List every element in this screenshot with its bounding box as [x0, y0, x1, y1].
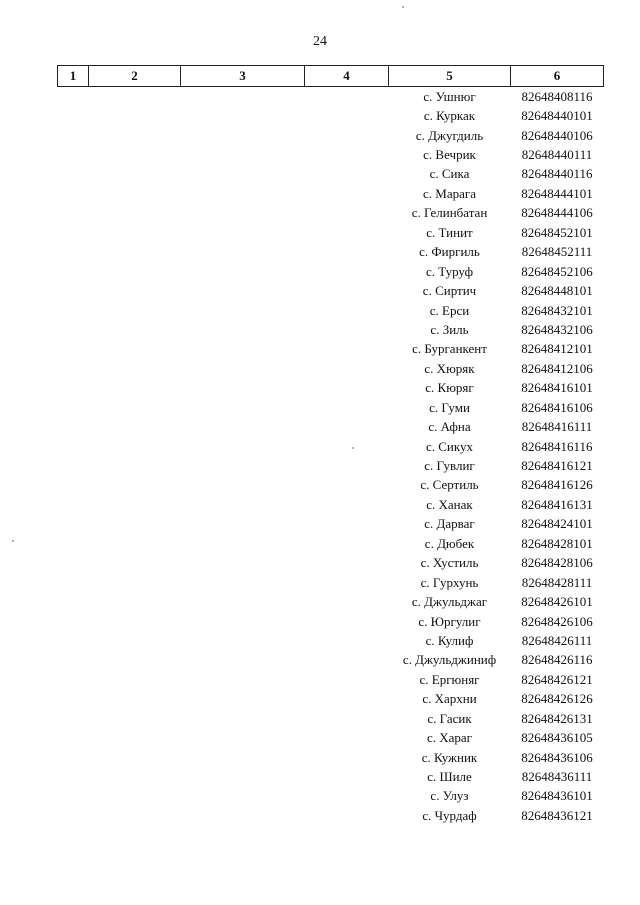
empty-cell	[58, 204, 89, 223]
settlement-name: с. Сиртич	[422, 283, 477, 299]
empty-cell	[305, 670, 389, 689]
empty-cell	[89, 728, 181, 747]
empty-cell	[181, 165, 305, 184]
oktmo-code: 82648444101	[521, 185, 593, 201]
empty-cell	[181, 204, 305, 223]
empty-cell	[181, 106, 305, 125]
settlement-name: с. Дюбек	[424, 535, 475, 551]
empty-cell	[89, 126, 181, 145]
empty-cell	[58, 340, 89, 359]
empty-cell	[58, 87, 89, 107]
empty-cell	[305, 281, 389, 300]
empty-cell	[305, 204, 389, 223]
empty-cell	[58, 106, 89, 125]
settlement-name: с. Джульджаг	[411, 594, 488, 610]
table-row	[58, 573, 604, 592]
empty-cell	[181, 534, 305, 553]
settlement-name: с. Хараг	[426, 730, 473, 746]
oktmo-code: 82648436121	[521, 807, 593, 823]
settlement-name: с. Зиль	[430, 321, 469, 337]
empty-cell	[305, 554, 389, 573]
empty-cell	[58, 612, 89, 631]
empty-cell	[305, 184, 389, 203]
oktmo-code: 82648416116	[521, 438, 593, 454]
empty-cell	[89, 340, 181, 359]
empty-cell	[58, 262, 89, 281]
empty-cell	[305, 806, 389, 825]
oktmo-code: 82648432106	[521, 321, 593, 337]
empty-cell	[181, 281, 305, 300]
empty-cell	[89, 631, 181, 650]
table-row	[58, 515, 604, 534]
empty-cell	[58, 495, 89, 514]
scan-mark	[352, 447, 354, 449]
table-row	[58, 709, 604, 728]
settlement-name: с. Марага	[423, 185, 476, 201]
settlement-name: с. Гувлиг	[424, 458, 475, 474]
empty-cell	[181, 243, 305, 262]
empty-cell	[181, 709, 305, 728]
empty-cell	[58, 437, 89, 456]
settlement-name: с. Афна	[428, 419, 471, 435]
empty-cell	[181, 806, 305, 825]
empty-cell	[305, 651, 389, 670]
settlement-name: с. Вечрик	[423, 147, 476, 163]
empty-cell	[181, 398, 305, 417]
table-row	[58, 728, 604, 747]
empty-cell	[89, 651, 181, 670]
settlement-name: с. Сика	[429, 166, 470, 182]
oktmo-code: 82648444106	[521, 205, 593, 221]
empty-cell	[58, 709, 89, 728]
table-row	[58, 243, 604, 262]
empty-cell	[181, 320, 305, 339]
settlement-name: с. Куркак	[423, 108, 476, 124]
settlement-name: с. Ушнюг	[423, 88, 476, 104]
oktmo-code: 82648424101	[521, 516, 593, 532]
oktmo-code: 82648416111	[521, 419, 593, 435]
oktmo-code: 82648426126	[521, 691, 593, 707]
oktmo-code: 82648416121	[521, 458, 593, 474]
oktmo-code: 82648426111	[521, 632, 593, 648]
oktmo-code: 82648448101	[521, 283, 593, 299]
empty-cell	[305, 787, 389, 806]
empty-cell	[181, 495, 305, 514]
oktmo-code: 82648426116	[521, 652, 593, 668]
empty-cell	[305, 262, 389, 281]
empty-cell	[89, 476, 181, 495]
settlement-name: с. Хустиль	[420, 555, 479, 571]
empty-cell	[58, 301, 89, 320]
table-row	[58, 631, 604, 650]
settlement-name: с. Чурдаф	[422, 807, 477, 823]
column-header-3: 3	[181, 66, 305, 87]
empty-cell	[58, 670, 89, 689]
table-row	[58, 184, 604, 203]
empty-cell	[305, 165, 389, 184]
empty-cell	[181, 767, 305, 786]
empty-cell	[58, 223, 89, 242]
empty-cell	[58, 728, 89, 747]
empty-cell	[181, 787, 305, 806]
empty-cell	[305, 243, 389, 262]
empty-cell	[305, 476, 389, 495]
table-row	[58, 145, 604, 164]
table-row	[58, 495, 604, 514]
empty-cell	[305, 359, 389, 378]
empty-cell	[89, 592, 181, 611]
table-row	[58, 417, 604, 436]
empty-cell	[305, 126, 389, 145]
settlement-name: с. Хюряк	[424, 360, 475, 376]
empty-cell	[181, 437, 305, 456]
empty-cell	[305, 398, 389, 417]
empty-cell	[58, 398, 89, 417]
oktmo-code: 82648436105	[521, 730, 593, 746]
empty-cell	[58, 379, 89, 398]
oktmo-code: 82648452101	[521, 224, 593, 240]
empty-cell	[89, 417, 181, 436]
empty-cell	[58, 767, 89, 786]
scan-mark	[402, 6, 404, 8]
table-row	[58, 592, 604, 611]
table-row	[58, 223, 604, 242]
column-header-1: 1	[58, 66, 89, 87]
settlement-name: с. Сертиль	[420, 477, 479, 493]
empty-cell	[181, 631, 305, 650]
oktmo-code: 82648426101	[521, 594, 593, 610]
empty-cell	[181, 379, 305, 398]
empty-cell	[58, 359, 89, 378]
empty-cell	[89, 379, 181, 398]
table-row	[58, 554, 604, 573]
oktmo-code: 82648436106	[521, 749, 593, 765]
empty-cell	[305, 573, 389, 592]
oktmo-code: 82648412101	[521, 341, 593, 357]
table-header-row	[58, 66, 604, 87]
table-row	[58, 787, 604, 806]
empty-cell	[58, 417, 89, 436]
table-row	[58, 398, 604, 417]
empty-cell	[181, 651, 305, 670]
empty-cell	[305, 223, 389, 242]
empty-cell	[305, 417, 389, 436]
empty-cell	[89, 165, 181, 184]
empty-cell	[305, 456, 389, 475]
page-number: 24	[313, 34, 327, 49]
table-row	[58, 204, 604, 223]
empty-cell	[58, 651, 89, 670]
oktmo-code: 82648440111	[521, 147, 593, 163]
settlement-name: с. Юргулиг	[418, 613, 481, 629]
settlement-name: с. Дарваг	[424, 516, 475, 532]
settlement-name: с. Хархни	[422, 691, 477, 707]
empty-cell	[305, 495, 389, 514]
empty-cell	[305, 379, 389, 398]
empty-cell	[89, 767, 181, 786]
empty-cell	[89, 398, 181, 417]
settlement-name: с. Туруф	[426, 263, 473, 279]
empty-cell	[89, 690, 181, 709]
table-row	[58, 126, 604, 145]
settlement-name: с. Сикух	[425, 438, 474, 454]
empty-cell	[58, 806, 89, 825]
empty-cell	[58, 281, 89, 300]
settlement-name: с. Кужник	[421, 749, 478, 765]
empty-cell	[89, 243, 181, 262]
empty-cell	[58, 554, 89, 573]
settlement-name: с. Ерси	[429, 302, 470, 318]
empty-cell	[58, 320, 89, 339]
empty-cell	[305, 709, 389, 728]
empty-cell	[58, 184, 89, 203]
table-row	[58, 340, 604, 359]
empty-cell	[89, 515, 181, 534]
empty-cell	[181, 592, 305, 611]
empty-cell	[89, 184, 181, 203]
settlement-name: с. Бурганкент	[412, 341, 487, 357]
column-header-4: 4	[305, 66, 389, 87]
empty-cell	[305, 592, 389, 611]
table-row	[58, 767, 604, 786]
settlement-name: с. Тинит	[426, 224, 473, 240]
table-row	[58, 748, 604, 767]
empty-cell	[89, 437, 181, 456]
empty-cell	[181, 223, 305, 242]
column-header-6: 6	[511, 66, 604, 87]
empty-cell	[181, 262, 305, 281]
empty-cell	[58, 515, 89, 534]
table-row	[58, 106, 604, 125]
oktmo-code: 82648426131	[521, 710, 593, 726]
table-row	[58, 262, 604, 281]
oktmo-code: 82648416126	[521, 477, 593, 493]
empty-cell	[89, 709, 181, 728]
empty-cell	[305, 631, 389, 650]
empty-cell	[89, 495, 181, 514]
empty-cell	[305, 690, 389, 709]
table-row	[58, 281, 604, 300]
table-row	[58, 670, 604, 689]
empty-cell	[58, 592, 89, 611]
empty-cell	[181, 573, 305, 592]
empty-cell	[89, 806, 181, 825]
empty-cell	[58, 631, 89, 650]
empty-cell	[89, 456, 181, 475]
table-row	[58, 301, 604, 320]
oktmo-code: 82648412106	[521, 360, 593, 376]
empty-cell	[181, 126, 305, 145]
empty-cell	[58, 145, 89, 164]
empty-cell	[89, 281, 181, 300]
empty-cell	[89, 573, 181, 592]
settlements-table	[57, 65, 604, 826]
empty-cell	[305, 767, 389, 786]
empty-cell	[58, 126, 89, 145]
empty-cell	[305, 320, 389, 339]
settlement-name: с. Кюряг	[425, 380, 474, 396]
table-row	[58, 437, 604, 456]
settlement-name: с. Гелинбатан	[411, 205, 488, 221]
oktmo-code: 82648428106	[521, 555, 593, 571]
table-row	[58, 806, 604, 825]
settlement-name: с. Ханак	[426, 496, 473, 512]
settlement-name: с. Улуз	[430, 788, 469, 804]
empty-cell	[305, 534, 389, 553]
empty-cell	[181, 515, 305, 534]
empty-cell	[305, 612, 389, 631]
oktmo-code: 82648428101	[521, 535, 593, 551]
oktmo-code: 82648408116	[521, 88, 593, 104]
oktmo-code: 82648440101	[521, 108, 593, 124]
empty-cell	[181, 145, 305, 164]
empty-cell	[181, 359, 305, 378]
empty-cell	[89, 670, 181, 689]
empty-cell	[89, 787, 181, 806]
settlement-name: с. Фиргиль	[419, 244, 480, 260]
empty-cell	[305, 515, 389, 534]
table-row	[58, 612, 604, 631]
empty-cell	[181, 417, 305, 436]
empty-cell	[181, 301, 305, 320]
empty-cell	[89, 320, 181, 339]
empty-cell	[181, 554, 305, 573]
empty-cell	[305, 437, 389, 456]
column-header-5: 5	[389, 66, 511, 87]
empty-cell	[181, 612, 305, 631]
empty-cell	[181, 476, 305, 495]
empty-cell	[89, 223, 181, 242]
empty-cell	[181, 728, 305, 747]
oktmo-code: 82648416101	[521, 380, 593, 396]
empty-cell	[89, 554, 181, 573]
empty-cell	[89, 612, 181, 631]
table-row	[58, 359, 604, 378]
oktmo-code: 82648436101	[521, 788, 593, 804]
table-body	[58, 87, 604, 826]
empty-cell	[305, 748, 389, 767]
empty-cell	[305, 301, 389, 320]
empty-cell	[181, 748, 305, 767]
empty-cell	[58, 534, 89, 553]
empty-cell	[89, 106, 181, 125]
empty-cell	[58, 748, 89, 767]
empty-cell	[89, 748, 181, 767]
table-row	[58, 534, 604, 553]
empty-cell	[181, 184, 305, 203]
empty-cell	[305, 106, 389, 125]
empty-cell	[89, 87, 181, 107]
oktmo-code: 82648426121	[521, 671, 593, 687]
table-row	[58, 651, 604, 670]
empty-cell	[58, 165, 89, 184]
settlement-name: с. Кулиф	[425, 632, 474, 648]
scan-mark	[12, 540, 14, 542]
empty-cell	[305, 87, 389, 107]
settlement-name: с. Гуми	[429, 399, 470, 415]
empty-cell	[89, 262, 181, 281]
oktmo-code: 82648432101	[521, 302, 593, 318]
oktmo-code: 82648440116	[521, 166, 593, 182]
empty-cell	[305, 340, 389, 359]
oktmo-code: 82648452106	[521, 263, 593, 279]
table-row	[58, 379, 604, 398]
empty-cell	[89, 534, 181, 553]
empty-cell	[58, 690, 89, 709]
empty-cell	[89, 359, 181, 378]
empty-cell	[58, 573, 89, 592]
table-row	[58, 690, 604, 709]
column-header-2: 2	[89, 66, 181, 87]
empty-cell	[58, 476, 89, 495]
oktmo-code: 82648440106	[521, 127, 593, 143]
empty-cell	[181, 690, 305, 709]
empty-cell	[89, 301, 181, 320]
empty-cell	[181, 670, 305, 689]
empty-cell	[181, 456, 305, 475]
empty-cell	[89, 145, 181, 164]
empty-cell	[58, 243, 89, 262]
settlement-name: с. Ергюняг	[419, 671, 480, 687]
oktmo-code: 82648416131	[521, 496, 593, 512]
oktmo-code: 82648426106	[521, 613, 593, 629]
settlement-name: с. Гасик	[427, 710, 472, 726]
settlement-name: с. Гурхунь	[420, 574, 479, 590]
settlement-name: с. Шиле	[427, 769, 472, 785]
empty-cell	[305, 145, 389, 164]
empty-cell	[58, 787, 89, 806]
table-row	[58, 320, 604, 339]
oktmo-code: 82648436111	[521, 769, 593, 785]
oktmo-code: 82648452111	[521, 244, 593, 260]
empty-cell	[181, 340, 305, 359]
oktmo-code: 82648416106	[521, 399, 593, 415]
table-row	[58, 476, 604, 495]
empty-cell	[181, 87, 305, 107]
table-row	[58, 456, 604, 475]
empty-cell	[305, 728, 389, 747]
empty-cell	[89, 204, 181, 223]
empty-cell	[58, 456, 89, 475]
table-row	[58, 165, 604, 184]
oktmo-code: 82648428111	[521, 574, 593, 590]
settlement-name: с. Джульджиниф	[402, 652, 497, 668]
settlement-name: с. Джугдиль	[415, 127, 484, 143]
table-row	[58, 87, 604, 107]
